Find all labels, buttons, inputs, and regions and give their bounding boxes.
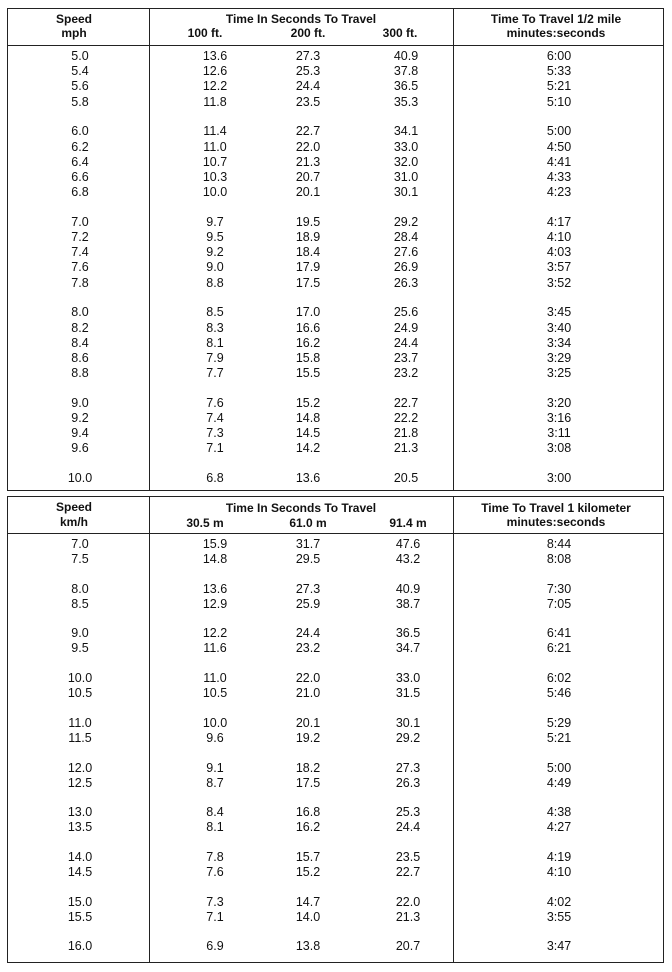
speed-cell: 9.2 [71,411,89,425]
time-300ft-cell: 23.5 [395,849,421,864]
speed-cell: 7.5 [71,552,89,566]
travel-time-cell: 3:00 [546,471,572,486]
time-100ft-cell: 11.8 [203,94,227,109]
time-200ft-cell: 14.0 [295,909,321,924]
travel-time-cell: 3:16 [546,411,572,425]
time-200ft-cell: 16.6 [295,320,321,335]
travel-time-cell: 4:10 [546,864,572,879]
time-100ft-cell: 12.2 [202,626,228,641]
time-200ft-cell: 22.0 [295,671,321,686]
travel-time-cell: 4:38 [546,805,572,820]
time-100ft-cell: 7.6 [206,395,224,410]
time-300ft-cell: 28.4 [393,230,419,244]
time-300ft-cell: 43.2 [395,552,421,566]
distance-3-header: 91.4 m [389,516,427,530]
minutes-seconds-header: minutes:seconds [506,26,606,40]
time-300ft-cell: 24.9 [393,320,419,335]
speed-cell: 9.0 [71,626,89,641]
time-300ft-cell: 21.8 [393,426,419,441]
travel-time-cell: 4:49 [546,775,572,790]
speed-cell: 8.0 [71,581,89,596]
time-300ft-cell: 26.3 [395,775,421,790]
travel-time-cell: 4:33 [546,169,572,184]
time-100ft-cell: 12.9 [202,596,228,611]
time-100ft-cell: 7.3 [206,426,224,441]
speed-cell: 13.5 [67,820,93,835]
speed-cell: 14.5 [67,864,93,879]
speed-cell: 6.0 [71,124,89,139]
time-100ft-cell: 8.4 [206,805,224,820]
time-100ft-cell: 8.3 [206,320,224,335]
travel-time-cell: 4:27 [546,820,572,835]
time-300ft-cell: 20.7 [395,939,421,954]
time-300ft-cell: 20.5 [393,471,419,486]
time-300ft-cell: 21.3 [393,441,419,456]
speed-cell: 9.5 [71,641,89,656]
time-200ft-cell: 14.5 [295,426,321,441]
time-100ft-cell: 7.6 [206,864,224,879]
time-300ft-cell: 35.3 [393,94,419,109]
half-mile-header: Time To Travel 1/2 mile [490,12,622,26]
travel-time-cell: 5:46 [546,686,572,701]
travel-time-cell: 3:40 [546,320,572,335]
speed-cell: 9.0 [71,395,89,410]
speed-cell: 11.0 [68,715,92,730]
time-100ft-cell: 9.5 [206,230,224,244]
time-300ft-cell: 38.7 [395,596,421,611]
distance-1-header: 100 ft. [187,26,223,40]
speed-cell: 10.5 [67,686,93,701]
travel-time-cell: 4:03 [546,245,572,260]
speed-cell: 6.8 [71,185,89,200]
time-100ft-cell: 8.1 [206,820,224,835]
time-100ft-cell: 10.0 [202,715,228,730]
time-100ft-cell: 9.0 [206,260,224,275]
time-200ft-cell: 13.6 [295,471,321,486]
speed-cell: 5.0 [71,49,89,63]
speed-cell: 12.5 [67,775,93,790]
speed-cell: 5.4 [71,64,89,79]
time-300ft-cell: 40.9 [393,49,419,63]
time-100ft-cell: 7.4 [206,411,224,425]
time-100ft-cell: 14.8 [202,552,228,566]
time-200ft-cell: 24.4 [295,626,321,641]
travel-time-cell: 4:10 [546,230,572,244]
time-200ft-cell: 21.0 [295,686,321,701]
time-300ft-cell: 26.9 [393,260,419,275]
time-100ft-cell: 8.5 [206,305,224,320]
column-divider [453,9,454,490]
speed-header: Speed [55,500,93,514]
time-300ft-cell: 22.7 [393,395,419,410]
time-100ft-cell: 9.2 [206,245,224,260]
speed-unit-header: mph [61,26,87,40]
travel-time-cell: 4:17 [546,214,572,229]
time-200ft-cell: 17.9 [295,260,321,275]
travel-time-cell: 3:29 [546,350,572,365]
speed-cell: 8.2 [71,320,89,335]
travel-time-cell: 7:30 [546,581,572,596]
travel-time-cell: 5:21 [546,730,572,745]
speed-cell: 8.6 [71,350,89,365]
speed-cell: 5.6 [71,79,89,94]
time-200ft-cell: 15.5 [295,366,321,381]
header-divider [8,533,663,534]
travel-time-cell: 3:20 [546,395,572,410]
speed-cell: 15.0 [67,894,93,909]
travel-time-cell: 6:21 [546,641,572,656]
time-300ft-cell: 47.6 [395,537,421,551]
time-300ft-cell: 24.4 [395,820,421,835]
time-200ft-cell: 18.2 [295,760,321,775]
time-100ft-cell: 13.6 [202,49,228,63]
speed-unit-header: km/h [59,515,89,529]
speed-cell: 8.8 [71,366,89,381]
time-300ft-cell: 30.1 [395,715,421,730]
time-200ft-cell: 15.7 [295,849,321,864]
travel-time-cell: 7:05 [546,596,572,611]
kilometer-header: Time To Travel 1 kilometer [481,501,631,515]
time-200ft-cell: 25.3 [295,64,321,79]
time-100ft-cell: 7.1 [206,909,224,924]
time-100ft-cell: 12.2 [202,79,228,94]
time-200ft-cell: 29.5 [295,552,321,566]
time-100ft-cell: 11.6 [203,641,227,656]
time-100ft-cell: 9.6 [206,730,224,745]
time-200ft-cell: 19.2 [295,730,321,745]
speed-cell: 16.0 [67,939,93,954]
distance-3-header: 300 ft. [382,26,418,40]
speed-cell: 7.8 [71,275,89,290]
time-300ft-cell: 23.7 [393,350,419,365]
speed-cell: 10.0 [67,671,93,686]
time-300ft-cell: 22.7 [395,864,421,879]
time-100ft-cell: 6.8 [206,471,224,486]
time-200ft-cell: 19.5 [295,214,321,229]
travel-time-cell: 3:08 [546,441,572,456]
travel-time-cell: 8:44 [546,537,572,551]
time-200ft-cell: 18.9 [295,230,321,244]
time-300ft-cell: 24.4 [393,335,419,350]
time-300ft-cell: 22.0 [395,894,421,909]
time-300ft-cell: 36.5 [395,626,421,641]
time-300ft-cell: 34.7 [395,641,421,656]
time-200ft-cell: 22.0 [295,139,321,154]
time-200ft-cell: 18.4 [295,245,321,260]
time-200ft-cell: 20.1 [295,715,321,730]
time-200ft-cell: 15.2 [295,864,321,879]
travel-time-cell: 5:21 [546,79,572,94]
time-group-header: Time In Seconds To Travel [225,501,377,515]
time-100ft-cell: 8.7 [206,775,224,790]
speed-cell: 12.0 [67,760,93,775]
time-200ft-cell: 27.3 [295,49,321,63]
speed-cell: 5.8 [71,94,89,109]
speed-cell: 8.5 [71,596,89,611]
travel-time-cell: 5:29 [546,715,572,730]
time-300ft-cell: 23.2 [393,366,419,381]
speed-cell: 15.5 [67,909,93,924]
speed-cell: 6.4 [71,154,89,169]
time-200ft-cell: 25.9 [295,596,321,611]
time-200ft-cell: 14.7 [295,894,321,909]
time-100ft-cell: 10.7 [202,154,228,169]
time-group-header: Time In Seconds To Travel [225,12,377,26]
column-divider [149,9,150,490]
time-200ft-cell: 21.3 [295,154,321,169]
time-100ft-cell: 11.0 [203,139,227,154]
time-100ft-cell: 8.1 [206,335,224,350]
time-300ft-cell: 31.0 [393,169,419,184]
time-100ft-cell: 10.5 [202,686,228,701]
travel-time-cell: 6:41 [546,626,572,641]
time-200ft-cell: 16.2 [295,335,321,350]
time-200ft-cell: 31.7 [295,537,321,551]
time-200ft-cell: 23.2 [295,641,321,656]
travel-time-cell: 5:00 [546,124,572,139]
time-100ft-cell: 10.0 [202,185,228,200]
speed-cell: 11.5 [68,730,92,745]
distance-1-header: 30.5 m [186,516,224,530]
speed-cell: 8.4 [71,335,89,350]
speed-cell: 14.0 [67,849,93,864]
time-300ft-cell: 25.3 [395,805,421,820]
distance-2-header: 200 ft. [290,26,326,40]
travel-time-cell: 5:10 [546,94,572,109]
time-300ft-cell: 26.3 [393,275,419,290]
column-divider [149,497,150,962]
speed-cell: 7.0 [71,214,89,229]
time-200ft-cell: 17.0 [295,305,321,320]
travel-time-cell: 6:02 [546,671,572,686]
travel-time-cell: 3:57 [546,260,572,275]
travel-time-cell: 3:25 [546,366,572,381]
travel-time-cell: 3:11 [547,426,571,441]
mph-table [7,8,664,491]
travel-time-cell: 3:55 [546,909,572,924]
speed-cell: 9.6 [71,441,89,456]
time-300ft-cell: 27.6 [393,245,419,260]
time-200ft-cell: 17.5 [295,775,321,790]
time-300ft-cell: 29.2 [393,214,419,229]
speed-cell: 6.6 [71,169,89,184]
time-200ft-cell: 16.2 [295,820,321,835]
time-100ft-cell: 8.8 [206,275,224,290]
time-100ft-cell: 15.9 [202,537,228,551]
time-200ft-cell: 20.7 [295,169,321,184]
time-200ft-cell: 24.4 [295,79,321,94]
travel-time-cell: 4:41 [546,154,572,169]
travel-time-cell: 4:19 [546,849,572,864]
time-300ft-cell: 34.1 [393,124,419,139]
time-100ft-cell: 7.1 [206,441,224,456]
speed-cell: 7.6 [71,260,89,275]
distance-2-header: 61.0 m [289,516,327,530]
time-200ft-cell: 16.8 [295,805,321,820]
speed-cell: 7.2 [71,230,89,244]
time-300ft-cell: 25.6 [393,305,419,320]
time-300ft-cell: 29.2 [395,730,421,745]
header-divider [8,45,663,46]
time-300ft-cell: 32.0 [393,154,419,169]
time-100ft-cell: 7.8 [206,849,224,864]
time-200ft-cell: 23.5 [295,94,321,109]
speed-cell: 7.0 [71,537,89,551]
travel-time-cell: 5:00 [546,760,572,775]
travel-time-cell: 3:47 [546,939,572,954]
time-300ft-cell: 40.9 [395,581,421,596]
time-100ft-cell: 9.1 [206,760,224,775]
travel-time-cell: 4:02 [546,894,572,909]
time-200ft-cell: 17.5 [295,275,321,290]
column-divider [453,497,454,962]
speed-cell: 6.2 [71,139,89,154]
speed-cell: 10.0 [67,471,93,486]
time-300ft-cell: 27.3 [395,760,421,775]
time-300ft-cell: 31.5 [395,686,421,701]
kmh-table [7,496,664,963]
time-300ft-cell: 33.0 [395,671,421,686]
time-100ft-cell: 7.3 [206,894,224,909]
time-200ft-cell: 22.7 [295,124,321,139]
time-100ft-cell: 7.7 [206,366,224,381]
time-300ft-cell: 36.5 [393,79,419,94]
speed-header: Speed [55,12,93,26]
travel-time-cell: 4:50 [546,139,572,154]
time-100ft-cell: 13.6 [202,581,228,596]
time-300ft-cell: 30.1 [393,185,419,200]
speed-cell: 8.0 [71,305,89,320]
travel-time-cell: 3:45 [546,305,572,320]
time-200ft-cell: 13.8 [295,939,321,954]
time-300ft-cell: 37.8 [393,64,419,79]
time-200ft-cell: 15.8 [295,350,321,365]
time-100ft-cell: 12.6 [202,64,228,79]
travel-time-cell: 8:08 [546,552,572,566]
travel-time-cell: 5:33 [546,64,572,79]
minutes-seconds-header: minutes:seconds [506,515,606,529]
time-300ft-cell: 33.0 [393,139,419,154]
time-200ft-cell: 14.2 [295,441,321,456]
time-200ft-cell: 27.3 [295,581,321,596]
time-100ft-cell: 11.0 [203,671,227,686]
time-300ft-cell: 21.3 [395,909,421,924]
speed-cell: 13.0 [67,805,93,820]
travel-time-cell: 3:52 [546,275,572,290]
speed-cell: 7.4 [71,245,89,260]
time-100ft-cell: 9.7 [206,214,224,229]
travel-time-cell: 4:23 [546,185,572,200]
time-100ft-cell: 11.4 [203,124,227,139]
time-200ft-cell: 14.8 [295,411,321,425]
speed-cell: 9.4 [71,426,89,441]
time-300ft-cell: 22.2 [393,411,419,425]
time-100ft-cell: 10.3 [202,169,228,184]
time-100ft-cell: 6.9 [206,939,224,954]
time-200ft-cell: 20.1 [295,185,321,200]
travel-time-cell: 3:34 [546,335,572,350]
travel-time-cell: 6:00 [546,49,572,63]
time-100ft-cell: 7.9 [206,350,224,365]
time-200ft-cell: 15.2 [295,395,321,410]
